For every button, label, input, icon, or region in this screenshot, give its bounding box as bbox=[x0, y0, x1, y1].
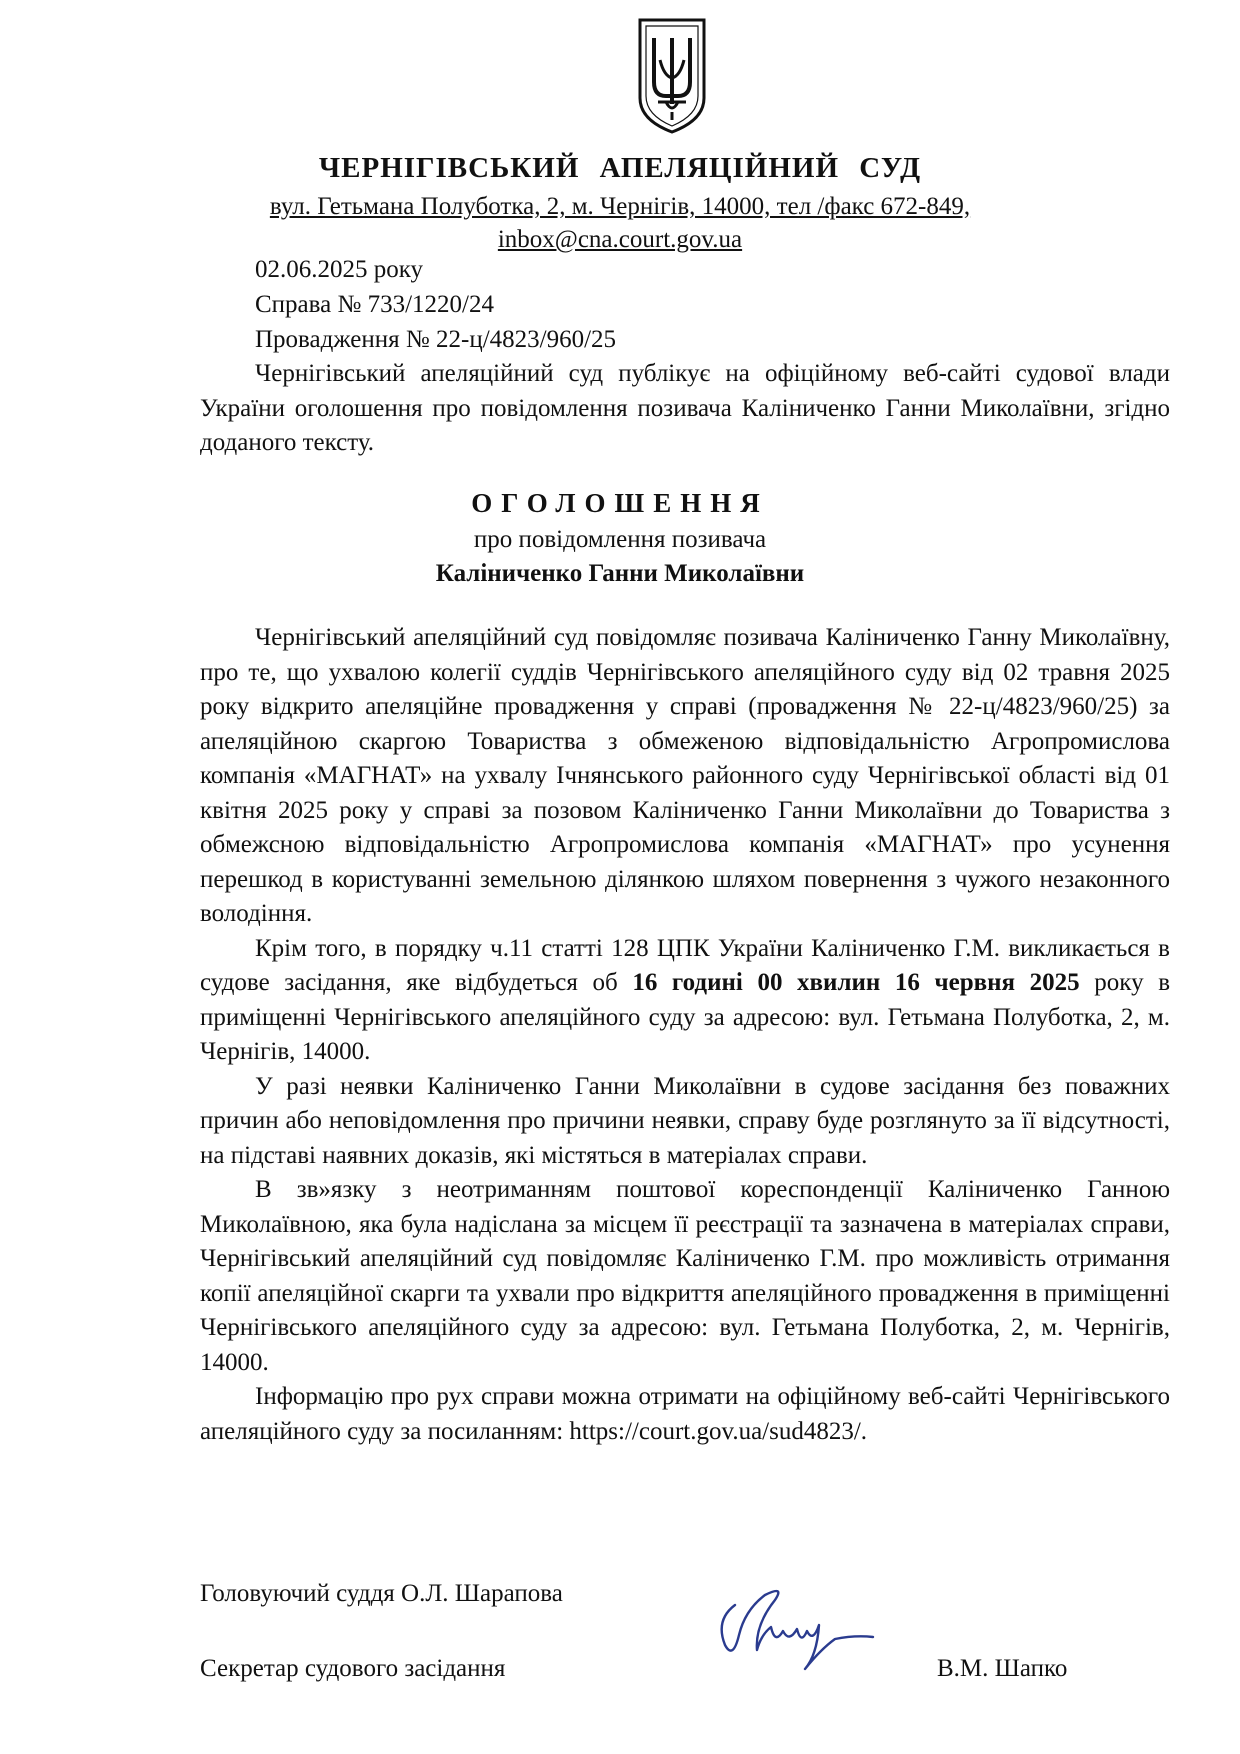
court-email: inbox@cna.court.gov.ua bbox=[497, 226, 743, 253]
notice-body bbox=[200, 621, 1170, 1449]
trident-coat-of-arms-icon bbox=[636, 16, 708, 136]
notice-subtitle: про повідомлення позивача bbox=[473, 526, 767, 553]
court-address-line: вул. Гетьмана Полуботка, 2, м. Чернігів, 14000, тел /факс 672-849, bbox=[269, 193, 971, 220]
notice-title: ОГОЛОШЕННЯ bbox=[471, 488, 769, 518]
hearing-datetime: 16 годині 00 хвилин 16 червня 2025 bbox=[632, 969, 1080, 996]
body-paragraph-1: Чернігівський апеляційний суд повідомляє позивача Каліниченко Ганну Миколаївну, про те, що ухвалою колегії суддів Чернігівського апеляційного суду від 02 травня 2025 року відкрито апеляційне провадження у справі (провадження № 22-ц/4823/960/25) за апеляційною скаргою Товариства з обмеженою відповідальністю Агропромислова компанія «МАГНАТ» на ухвалу Ічнянського районного суду Чернігівської області від 01 квітня 2025 року у справі за позовом Каліниченко Ганни Миколаївни до Товариства з обмежсною відповідальністю Агропромислова компанія «МАГНАТ» про усунення перешкод в користуванні земельною ділянкою шляхом повернення з чужого незаконного володіння. bbox=[200, 624, 1170, 927]
secretary-label: Секретар судового засідання bbox=[200, 1655, 506, 1682]
body-paragraph-5: Інформацію про рух справи можна отримати на офіційному веб-сайті Чернігівського апеляційного суду за посиланням: https://court.gov.ua/sud4823/. bbox=[200, 1383, 1170, 1445]
court-name: ЧЕРНІГІВСЬКИЙ АПЕЛЯЦІЙНИЙ СУД bbox=[318, 152, 922, 184]
body-paragraph-3: У разі неявки Каліниченко Ганни Миколаївни в судове засідання без поважних причин або неповідомлення про причини неявки, справу буде розглянуто за її відсутності, на підставі наявних доказів, які містяться в матеріалах справи. bbox=[200, 1072, 1170, 1169]
secretary-name: В.М. Шапко bbox=[937, 1655, 1068, 1682]
notice-person: Каліниченко Ганни Миколаївни bbox=[435, 560, 805, 587]
document-date: 02.06.2025 року bbox=[255, 256, 424, 283]
intro-text: Чернігівський апеляційний суд публікує на офіційному веб-сайті судової влади України оголошення про повідомлення позивача Каліниченко Ганни Миколаївни, згідно доданого тексту. bbox=[200, 360, 1170, 456]
proceeding-number: Провадження № 22-ц/4823/960/25 bbox=[255, 326, 617, 353]
handwritten-signature-icon bbox=[695, 1565, 885, 1675]
case-number: Справа № 733/1220/24 bbox=[255, 291, 494, 318]
presiding-judge: Головуючий суддя О.Л. Шарапова bbox=[200, 1580, 563, 1607]
body-paragraph-2-start: Крім того, в порядку ч.11 статті 128 ЦПК України Каліниченко Г.М. викликається в судове засідання, яке відбудеться об bbox=[200, 934, 1170, 996]
body-paragraph-4: В зв»язку з неотриманням поштової кореспонденції Каліниченко Ганною Миколаївною, яка була надіслана за місцем її реєстрації та зазначена в матеріалах справи, Чернігівський апеляційний суд повідомляє Каліниченко Г.М. про можливість отримання копії апеляційної скарги та ухвали про відкриття апеляційного провадження в приміщенні Чернігівського апеляційного суду за адресою: вул. Гетьмана Полуботка, 2, м. Чернігів, 14000. bbox=[200, 1176, 1170, 1376]
intro-paragraph bbox=[200, 357, 1170, 461]
court-address bbox=[0, 190, 1240, 256]
body-paragraph-2 bbox=[200, 932, 1170, 1070]
body-paragraph-2-end: року в приміщенні Чернігівського апеляційного суду за адресою: вул. Гетьмана Полуботка, 2, м. Чернігів, 14000. bbox=[200, 969, 1170, 1065]
